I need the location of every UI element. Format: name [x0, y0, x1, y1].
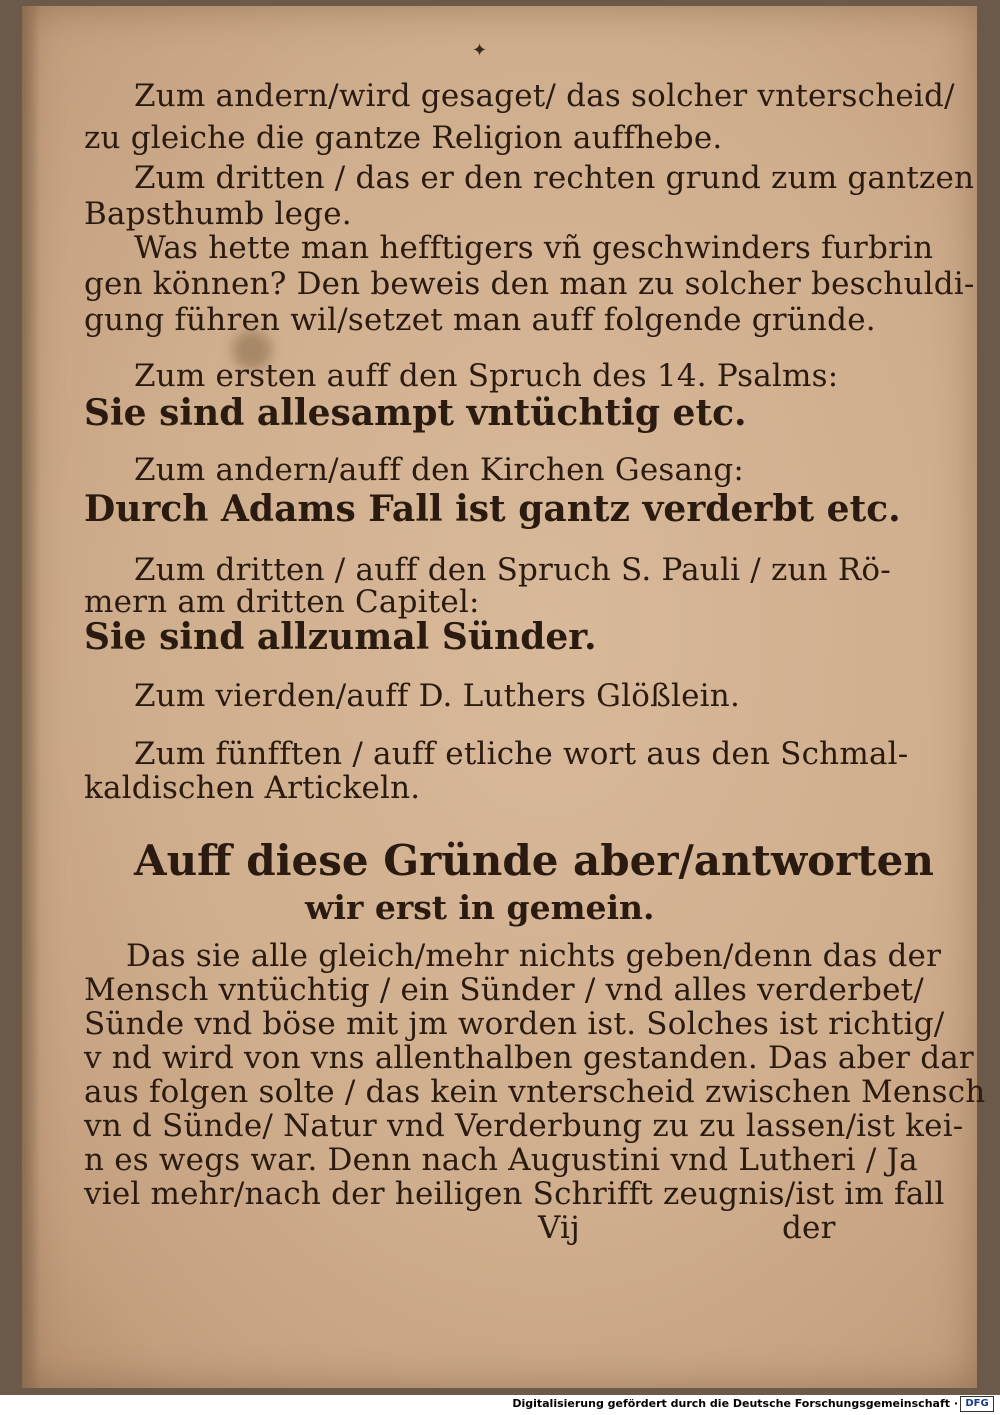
text-line: Mensch vntüchtig / ein Sünder / vnd alles verderbet/	[84, 972, 924, 1008]
text-line: mern am dritten Capitel:	[84, 584, 480, 620]
text-line: kaldischen Artickeln.	[84, 770, 421, 806]
text-line: gen können? Den beweis den man zu solcher beschuldi-	[84, 266, 975, 302]
text-line: v nd wird von vns allenthalben gestanden. Das aber dar	[84, 1040, 974, 1076]
text-line: Zum vierden/auff D. Luthers Glößlein.	[134, 678, 740, 714]
catchword: der	[782, 1210, 836, 1246]
text-line: Zum ersten auff den Spruch des 14. Psalms:	[134, 358, 839, 394]
text-line: Zum andern/auff den Kirchen Gesang:	[134, 452, 745, 488]
text-line: Bapsthumb lege.	[84, 196, 352, 232]
section-heading: Auff diese Gründe aber/antworten	[134, 836, 934, 885]
ornament-mark: ✦	[472, 40, 488, 61]
signature-mark: Vij	[538, 1210, 580, 1246]
text-line: vn d Sünde/ Natur vnd Verderbung zu zu lassen/ist kei-	[84, 1108, 964, 1144]
hymn-quote: Durch Adams Fall ist gantz verderbt etc.	[84, 488, 901, 530]
text-line: viel mehr/nach der heiligen Schrifft zeugnis/ist im fall	[84, 1176, 945, 1212]
text-line: aus folgen solte / das kein vnterscheid zwischen Mensch	[84, 1074, 986, 1110]
section-subheading: wir erst in gemein.	[305, 888, 655, 927]
dfg-logo: DFG	[960, 1396, 994, 1412]
text-line: Das sie alle gleich/mehr nichts geben/denn das der	[126, 938, 942, 974]
text-line: n es wegs war. Denn nach Augustini vnd Lutheri / Ja	[84, 1142, 918, 1178]
page-spine-shadow	[22, 6, 40, 1388]
text-line: Zum andern/wird gesaget/ das solcher vnterscheid/	[134, 78, 955, 114]
text-line: Zum fünfften / auff etliche wort aus den Schmal-	[134, 736, 909, 772]
text-line: zu gleiche die gantze Religion auffhebe.	[84, 120, 723, 156]
text-line: Was hette man hefftigers vñ geschwinders furbrin	[134, 230, 934, 266]
text-line: Zum dritten / das er den rechten grund zum gantzen	[134, 160, 975, 196]
text-line: Zum dritten / auff den Spruch S. Pauli / zun Rö-	[134, 552, 891, 588]
text-line: gung führen wil/setzet man auff folgende gründe.	[84, 302, 876, 338]
funding-credit: Digitalisierung gefördert durch die Deutsche Forschungsgemeinschaft ·	[512, 1397, 958, 1410]
scripture-quote: Sie sind allesampt vntüchtig etc.	[84, 392, 747, 434]
text-line: Sünde vnd böse mit jm worden ist. Solches ist richtig/	[84, 1006, 945, 1042]
scripture-quote: Sie sind allzumal Sünder.	[84, 616, 597, 658]
